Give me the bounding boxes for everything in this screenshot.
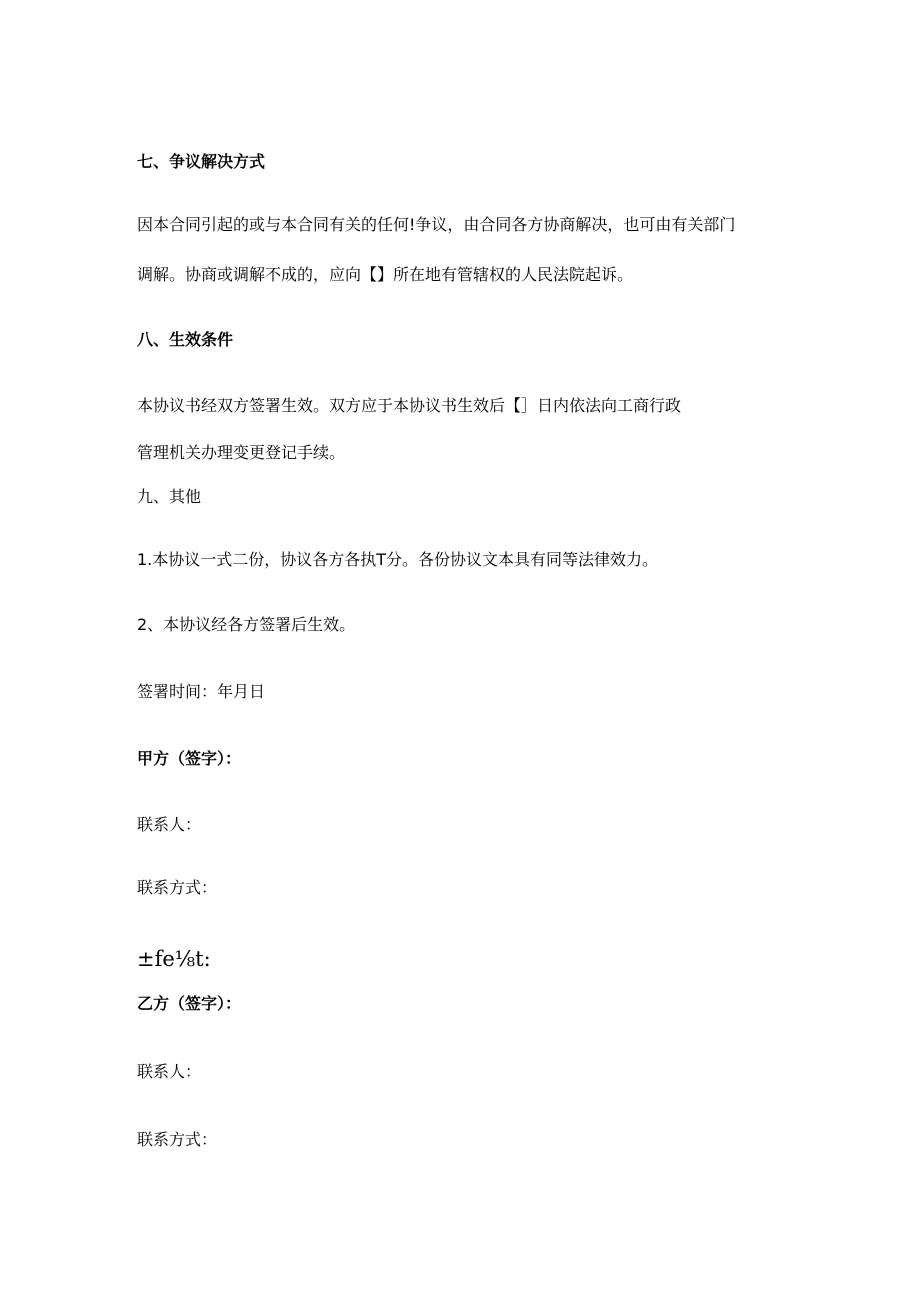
party-a-contact-person: 联系人：: [137, 815, 202, 834]
section-8-paragraph-line-1: 本协议书经双方签署生效。双方应于本协议书生效后【］日内依法向工商行政: [137, 396, 682, 415]
section-7-paragraph-line-1: 因本合同引起的或与本合同有关的任何!争议，由合同各方协商解决，也可由有关部门: [137, 215, 736, 234]
party-a-signature-label: 甲方（签字）：: [137, 749, 242, 768]
section-9-item-2: 2、本协议经各方签署后生效。: [137, 615, 356, 634]
section-8-paragraph-line-2: 管理机关办理变更登记手续。: [137, 443, 346, 462]
party-a-contact-method: 联系方式：: [137, 878, 218, 897]
party-b-contact-person: 联系人：: [137, 1062, 202, 1081]
section-7-heading: 七、争议解决方式: [137, 152, 266, 171]
section-9-item-1: 1.本协议一式二份，协议各方各执T分。各份协议文本具有同等法律效力。: [137, 550, 659, 569]
section-7-paragraph-line-2: 调解。协商或调解不成的，应向【】所在地有管辖权的人民法院起诉。: [137, 265, 634, 284]
sign-time: 签署时间：年月日: [137, 682, 266, 701]
section-9-heading: 九、其他: [137, 487, 202, 506]
garbled-text: ±fe⅛t:: [137, 947, 211, 971]
party-b-signature-label: 乙方（签字）：: [137, 994, 242, 1013]
section-8-heading: 八、生效条件: [137, 330, 234, 349]
party-b-contact-method: 联系方式：: [137, 1130, 218, 1149]
